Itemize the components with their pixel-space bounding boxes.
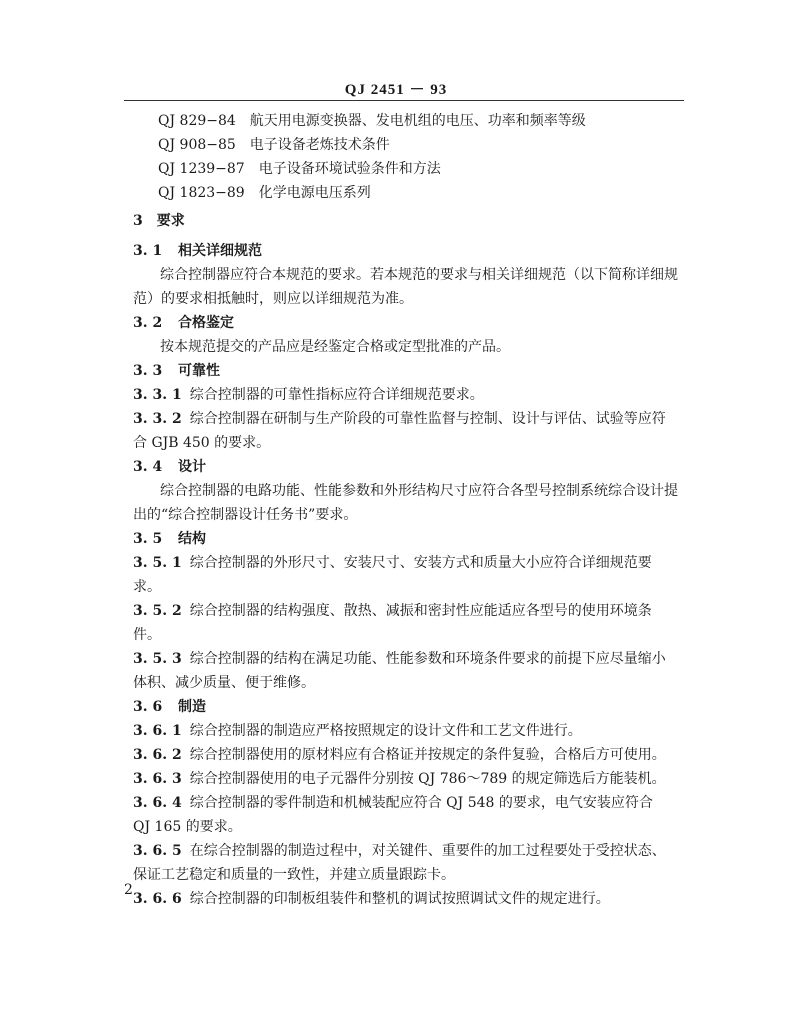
clause-text: 在综合控制器的制造过程中，对关键件、重要件的加工过程要处于受控状态、 xyxy=(189,843,666,859)
clause-number: 3. 6. 2 xyxy=(133,747,182,763)
clause-3-6-3 xyxy=(133,768,666,790)
clause-3-6-2 xyxy=(133,744,666,766)
paragraph-line: 综合控制器应符合本规范的要求。若本规范的要求与相关详细规范（以下简称详细规 xyxy=(160,267,678,283)
clause-number: 3. 5. 2 xyxy=(133,603,182,619)
clause-number: 3. 6. 3 xyxy=(133,771,182,787)
clause-text: 综合控制器的零件制造和机械装配应符合 QJ 548 的要求，电气安装应符合 xyxy=(189,795,653,811)
paragraph-line: 出的“综合控制器设计任务书”要求。 xyxy=(133,507,358,523)
section-title: 要求 xyxy=(156,213,185,229)
paragraph-line: QJ 165 的要求。 xyxy=(133,819,242,835)
reference-line: QJ 908−85 电子设备老炼技术条件 xyxy=(158,137,390,153)
section-3-5-heading xyxy=(133,528,206,550)
page-number: 2 xyxy=(124,882,133,898)
clause-3-3-2 xyxy=(133,408,666,430)
clause-3-5-1 xyxy=(133,552,652,574)
clause-3-6-5 xyxy=(133,840,666,862)
clause-3-5-2 xyxy=(133,600,652,622)
clause-number: 3. 6. 1 xyxy=(133,723,182,739)
clause-text: 综合控制器的结构强度、散热、减振和密封性应能适应各型号的使用环境条 xyxy=(189,603,652,619)
clause-text: 综合控制器的印制板组装件和整机的调试按照调试文件的规定进行。 xyxy=(189,891,610,907)
clause-number: 3. 6. 5 xyxy=(133,843,182,859)
clause-number: 3. 6. 6 xyxy=(133,891,182,907)
clause-text: 综合控制器的外形尺寸、安装尺寸、安装方式和质量大小应符合详细规范要 xyxy=(189,555,652,571)
clause-text: 综合控制器在研制与生产阶段的可靠性监督与控制、设计与评估、试验等应符 xyxy=(189,411,666,427)
paragraph-line: 保证工艺稳定和质量的一致性，并建立质量跟踪卡。 xyxy=(133,867,455,883)
section-number: 3. 1 xyxy=(133,243,163,259)
clause-text: 综合控制器的可靠性指标应符合详细规范要求。 xyxy=(189,387,484,403)
paragraph-line: 合 GJB 450 的要求。 xyxy=(133,435,271,451)
clause-number: 3. 5. 1 xyxy=(133,555,182,571)
paragraph-line: 体积、减少质量、便于维修。 xyxy=(133,675,315,691)
section-number: 3 xyxy=(133,213,143,229)
section-title: 可靠性 xyxy=(178,363,220,379)
clause-number: 3. 3. 2 xyxy=(133,411,182,427)
section-title: 合格鉴定 xyxy=(178,315,234,331)
clause-3-6-4 xyxy=(133,792,653,814)
paragraph-line: 范）的要求相抵触时，则应以详细规范为准。 xyxy=(133,291,413,307)
clause-3-3-1 xyxy=(133,384,484,406)
clause-number: 3. 3. 1 xyxy=(133,387,182,403)
clause-text: 综合控制器的制造应严格按照规定的设计文件和工艺文件进行。 xyxy=(189,723,582,739)
section-3-heading xyxy=(133,210,185,232)
document-code-header: QJ 2451 － 93 xyxy=(344,82,448,98)
section-3-3-heading xyxy=(133,360,220,382)
section-number: 3. 6 xyxy=(133,699,163,715)
clause-3-6-6 xyxy=(133,888,610,910)
paragraph-line: 综合控制器的电路功能、性能参数和外形结构尺寸应符合各型号控制系统综合设计提 xyxy=(160,483,678,499)
section-title: 制造 xyxy=(178,699,206,715)
header-rule xyxy=(124,100,684,101)
reference-line: QJ 1239−87 电子设备环境试验条件和方法 xyxy=(158,161,441,177)
section-number: 3. 2 xyxy=(133,315,163,331)
section-3-4-heading xyxy=(133,456,206,478)
section-number: 3. 3 xyxy=(133,363,163,379)
reference-line: QJ 829−84 航天用电源变换器、发电机组的电压、功率和频率等级 xyxy=(158,113,586,129)
section-title: 设计 xyxy=(178,459,206,475)
section-title: 相关详细规范 xyxy=(178,243,262,259)
section-title: 结构 xyxy=(178,531,206,547)
clause-number: 3. 5. 3 xyxy=(133,651,182,667)
section-3-1-heading xyxy=(133,240,262,262)
paragraph-line: 件。 xyxy=(133,627,161,643)
section-number: 3. 4 xyxy=(133,459,163,475)
clause-text: 综合控制器使用的原材料应有合格证并按规定的条件复验，合格后方可使用。 xyxy=(189,747,666,763)
paragraph-line: 求。 xyxy=(133,579,161,595)
clause-3-5-3 xyxy=(133,648,666,670)
paragraph-line: 按本规范提交的产品应是经鉴定合格或定型批准的产品。 xyxy=(160,339,510,355)
clause-text: 综合控制器使用的电子元器件分别按 QJ 786～789 的规定筛选后方能装机。 xyxy=(189,771,666,787)
clause-3-6-1 xyxy=(133,720,582,742)
section-number: 3. 5 xyxy=(133,531,163,547)
clause-text: 综合控制器的结构在满足功能、性能参数和环境条件要求的前提下应尽量缩小 xyxy=(189,651,666,667)
section-3-2-heading xyxy=(133,312,234,334)
reference-line: QJ 1823−89 化学电源电压系列 xyxy=(158,185,371,201)
section-3-6-heading xyxy=(133,696,206,718)
clause-number: 3. 6. 4 xyxy=(133,795,182,811)
